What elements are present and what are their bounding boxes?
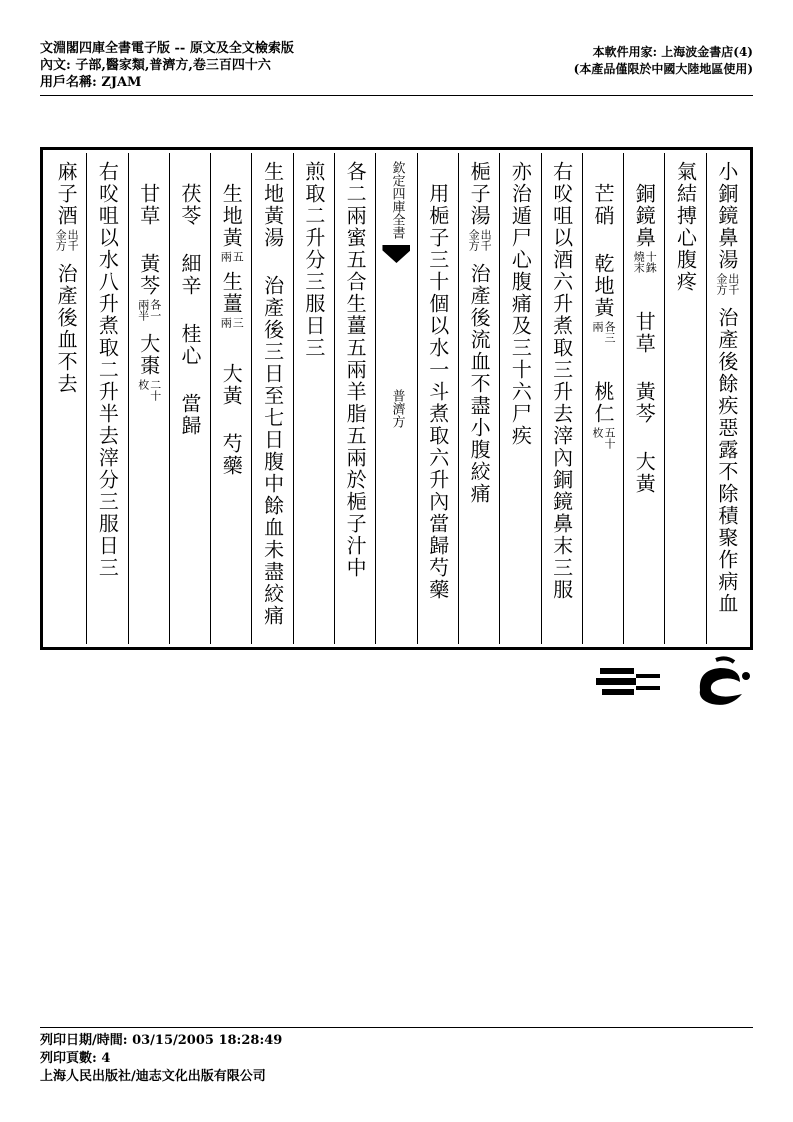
main-text: 治產後流血不盡小腹絞痛	[467, 263, 492, 505]
annotation-text: 各一兩半	[136, 299, 162, 321]
text-columns	[46, 153, 747, 644]
text-column	[334, 153, 375, 644]
main-text: 甘草	[136, 161, 161, 227]
seal-logo-icon	[690, 656, 754, 708]
text-column	[128, 153, 169, 644]
header-left	[40, 40, 294, 91]
main-text: 右㕮咀以水八升煮取二升半去滓分三服日三	[95, 161, 120, 579]
main-text: 梔子湯	[467, 161, 492, 227]
annotation-text: 五十枚	[590, 427, 616, 449]
publisher-logo-icon	[596, 664, 662, 700]
main-text: 當歸	[177, 393, 202, 437]
main-text: 甘草	[632, 311, 657, 355]
footer	[40, 1032, 282, 1086]
annotation-text: 十銖燒末	[632, 251, 658, 273]
main-text: 乾地黃	[590, 253, 615, 319]
annotation-text: 出千金方	[54, 229, 80, 251]
main-text: 生地黃	[219, 161, 244, 249]
annotation-text: 三兩	[219, 317, 245, 328]
header-divider	[40, 95, 753, 96]
center-section-title: 普濟方	[389, 389, 405, 428]
main-text: 煎取二升分三服日三	[301, 161, 326, 359]
main-text: 治產後三日至七日腹中餘血未盡絞痛	[260, 275, 285, 627]
header-licensee: 本軟件用家: 上海波金書店(4)	[592, 45, 753, 59]
main-text: 黃芩	[632, 381, 657, 425]
main-text: 大黃	[219, 363, 244, 407]
main-text: 麻子酒	[54, 161, 79, 227]
text-column	[417, 153, 458, 644]
annotation-text: 五兩	[219, 251, 245, 262]
print-datetime: 列印日期/時間: 03/15/2005 18:28:49	[40, 1033, 283, 1048]
text-column	[458, 153, 499, 644]
center-margin-column	[375, 153, 416, 644]
main-text: 生薑	[219, 271, 244, 315]
main-text: 各二兩蜜五合生薑五兩羊脂五兩於梔子汁中	[343, 161, 368, 579]
annotation-text: 出千金方	[467, 229, 493, 251]
text-column	[86, 153, 127, 644]
text-column	[46, 153, 86, 644]
main-text: 小銅鏡鼻湯	[714, 161, 739, 271]
main-text: 右㕮咀以酒六升煮取三升去滓內銅鏡鼻末三服	[549, 161, 574, 601]
header-content-path: 內文: 子部,醫家類,普濟方,卷三百四十六	[40, 58, 271, 73]
text-column	[251, 153, 292, 644]
main-text: 芍藥	[219, 433, 244, 477]
text-column	[664, 153, 705, 644]
main-text: 芒硝	[590, 161, 615, 227]
text-column	[541, 153, 582, 644]
main-text: 桂心	[177, 323, 202, 367]
annotation-text: 二十枚	[136, 379, 162, 401]
main-text: 氣結搏心腹疼	[673, 161, 698, 293]
center-book-title: 欽定四庫全書	[389, 161, 405, 239]
publisher-credit: 上海人民出版社/迪志文化出版有限公司	[40, 1069, 266, 1084]
footer-divider	[40, 1027, 753, 1028]
text-column	[210, 153, 251, 644]
header-right	[574, 44, 753, 78]
main-text: 大棗	[136, 333, 161, 377]
main-text: 治產後血不去	[54, 263, 79, 395]
main-text: 茯苓	[177, 161, 202, 227]
main-text: 桃仁	[590, 381, 615, 425]
main-text: 細辛	[177, 253, 202, 297]
text-column	[623, 153, 664, 644]
annotation-text: 出千金方	[714, 273, 740, 295]
annotation-text: 各三兩	[590, 321, 616, 343]
fold-mark-icon	[382, 245, 410, 263]
text-column	[499, 153, 540, 644]
main-text: 亦治遁尸心腹痛及三十六尸疾	[508, 161, 533, 447]
header-title: 文淵閣四庫全書電子版 -- 原文及全文檢索版	[40, 41, 294, 56]
text-column	[169, 153, 210, 644]
header-username: 用戶名稱: ZJAM	[40, 75, 142, 90]
main-text: 生地黃湯	[260, 161, 285, 249]
main-text: 治產後餘疾惡露不除積聚作病血	[714, 307, 739, 615]
print-page-count: 列印頁數: 4	[40, 1051, 111, 1066]
text-frame	[40, 147, 753, 650]
text-column	[582, 153, 623, 644]
text-column	[293, 153, 334, 644]
main-text: 大黃	[632, 451, 657, 495]
main-text: 用梔子三十個以水一斗煮取六升內當歸芍藥	[425, 161, 450, 601]
text-column	[706, 153, 747, 644]
header-region-notice: (本產品僅限於中國大陸地區使用)	[573, 62, 753, 76]
main-text: 銅鏡鼻	[632, 161, 657, 249]
main-text: 黃芩	[136, 253, 161, 297]
